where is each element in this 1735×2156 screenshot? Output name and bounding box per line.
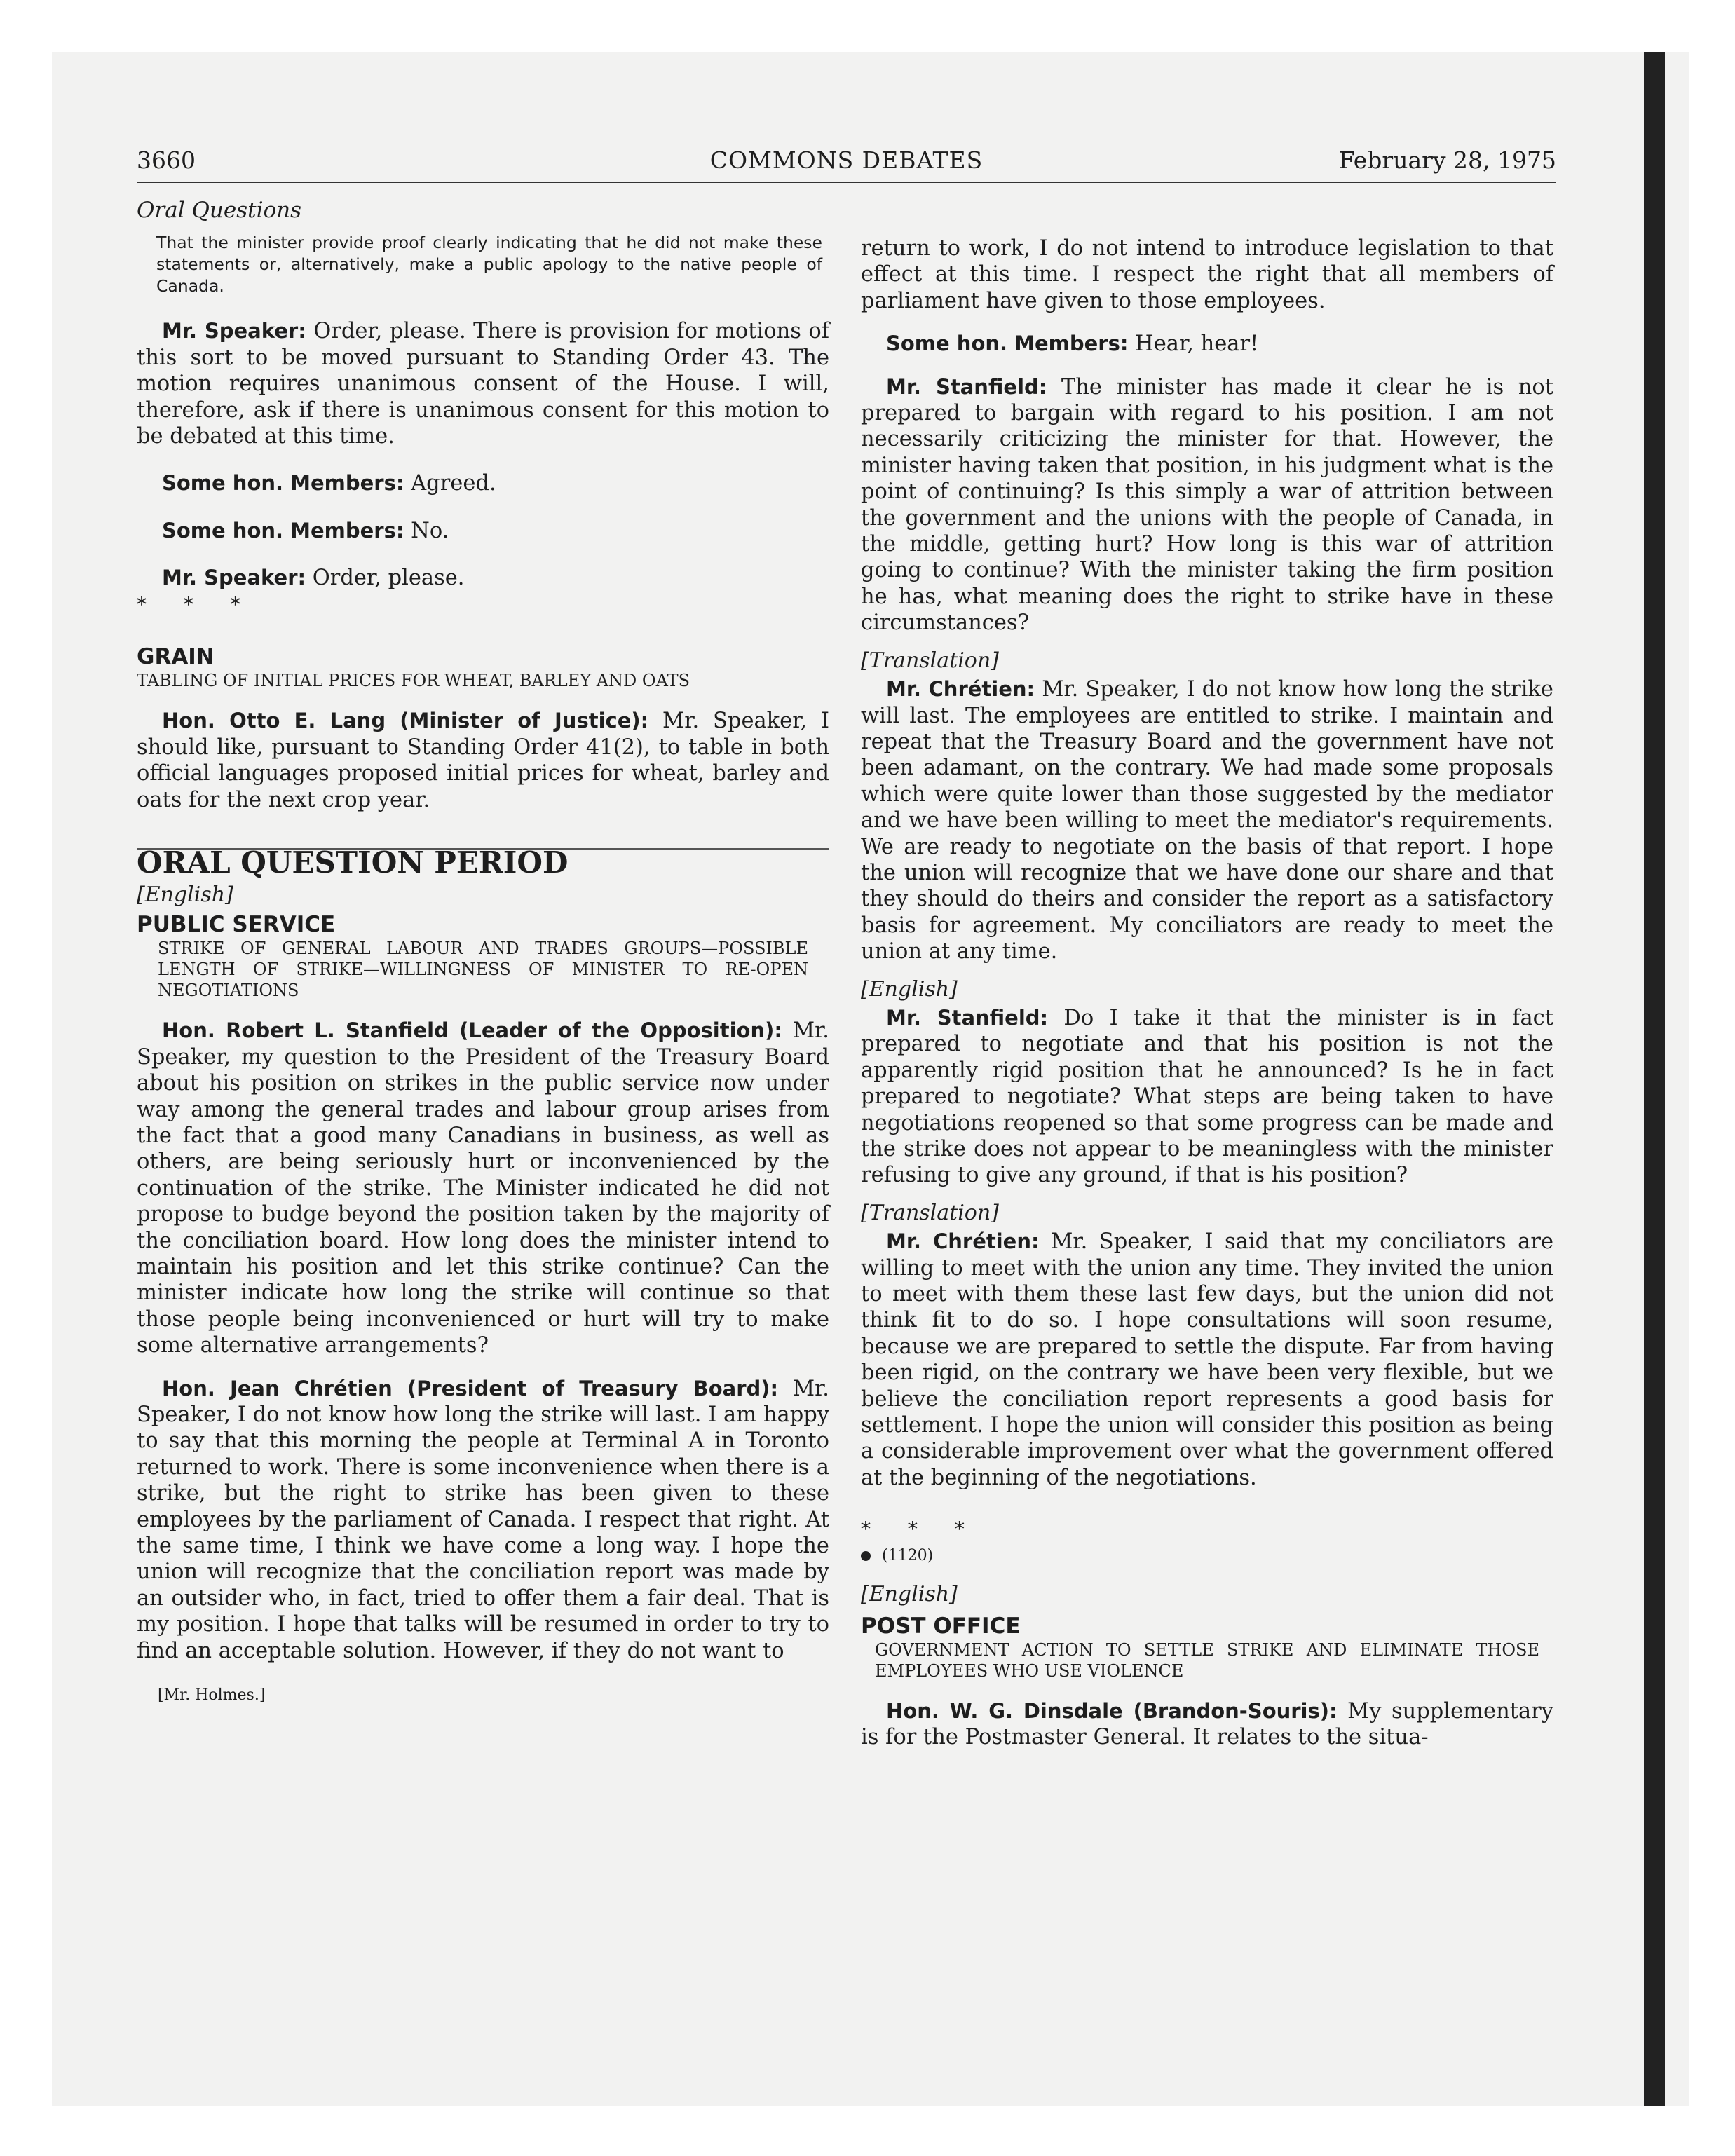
speech-text: Order, please. There is provision for motions of this sort to be moved pursuant to Standing Order 43. The motion requires unanimous consent of the House. I will, therefore, ask if there is unanimous consent for this motion to be debated at this time. — [137, 319, 829, 449]
speaker-name: Mr. Chrétien: — [886, 1229, 1040, 1254]
speech-text: Agreed. — [404, 471, 496, 496]
speaker-name: Mr. Chrétien: — [886, 677, 1035, 702]
language-marker: [English] — [861, 976, 958, 1002]
time-marker: (1120) — [861, 1543, 1553, 1569]
speech-paragraph — [137, 708, 829, 813]
speech-text: No. — [404, 518, 449, 543]
right-column — [861, 236, 1553, 1751]
page-header — [137, 142, 1556, 183]
section-heading-public-service: PUBLIC SERVICE — [137, 911, 336, 937]
speech-paragraph — [861, 1229, 1553, 1491]
speech-paragraph — [861, 374, 1553, 636]
speech-text: Hear, hear! — [1128, 332, 1259, 357]
speech-paragraph — [137, 565, 829, 591]
speaker-name: Mr. Stanfield: — [886, 374, 1047, 399]
speech-paragraph — [861, 676, 1553, 964]
language-marker: [English] — [861, 1582, 958, 1607]
speech-text: Do I take it that the minister is in fact prepared to negotiate and that his position is not the apparently rigid position that he announced? Is he in fact prepared to negotiate? What steps are being taken to have negotiations reopened so that some progress can be made and the strike does not appear to be meaningless with the minister refusing to give any ground, if that is his position? — [861, 1005, 1553, 1188]
language-marker: [Translation] — [861, 648, 999, 673]
speech-paragraph — [137, 470, 829, 496]
section-heading-post-office: POST OFFICE — [861, 1613, 1021, 1639]
speech-text: My supplementary is for the Postmaster General. It relates to the situa- — [861, 1698, 1553, 1750]
speech-paragraph: return to work, I do not intend to introduce legislation to that effect at this time. I respect the right that all members of parliament have given to those employees. — [861, 236, 1553, 313]
section-subheading: TABLING OF INITIAL PRICES FOR WHEAT, BARLEY AND OATS — [137, 671, 690, 691]
speech-text: Mr. Speaker, I do not know how long the strike will last. The employees are entitled to strike. I maintain and repeat that the Treasury Board and the government have not been adamant, on the contrary. We had made some proposals which were quite lower than those suggested by the mediator and we have been willing to meet the mediator's requirements. We are ready to negotiate on the basis of that report. I hope the union will recognize that we have done our share and that they should do theirs and consider the report as a satisfactory basis for agreement. My conciliators are ready to meet the union at any time. — [861, 677, 1553, 964]
language-marker: [English] — [137, 882, 233, 907]
speaker-name: Some hon. Members: — [162, 518, 404, 543]
scan-edge-shadow — [1644, 52, 1665, 2106]
speech-text: Mr. Speaker, I do not know how long the strike will last. I am happy to say that this morning the people at Terminal A in Toronto returned to work. There is some inconvenience when there is a strike, but the right to strike has been given to these employees by the parliament of Canada. I respect that right. At the same time, I think we have come a long way. I hope the union will recognize that the conciliation report was made by an outsider who, in fact, tried to offer them a fair deal. That is my position. I hope that talks will be resumed in order to try to find an acceptable solution. However, if they do not want to — [137, 1376, 829, 1663]
section-subheading: STRIKE OF GENERAL LABOUR AND TRADES GROUPS—POSSIBLE LENGTH OF STRIKE—WILLINGNESS OF MINISTER TO RE-OPEN NEGOTIATIONS — [158, 939, 808, 1001]
page-date: February 28, 1975 — [1338, 146, 1556, 174]
motion-text: That the minister provide proof clearly indicating that he did not make these statements or, alternatively, make a public apology to the native people of Canada. — [156, 233, 822, 296]
speaker-name: Hon. Otto E. Lang (Minister of Justice): — [162, 709, 649, 733]
speaker-name: Some hon. Members: — [886, 332, 1129, 356]
section-heading-grain: GRAIN — [137, 644, 215, 670]
speech-paragraph — [861, 331, 1553, 357]
speaker-name: Hon. W. G. Dinsdale (Brandon-Souris): — [886, 1698, 1338, 1723]
language-marker: [Translation] — [861, 1200, 999, 1225]
speech-text: The minister has made it clear he is not prepared to bargain with regard to his position. I am not necessarily criticizing the minister for that. However, the minister having taken that position, in his judgment what is the point of continuing? Is this simply a war of attrition between the government and the unions with the people of Canada, in the middle, getting hurt? How long is this war of attrition going to continue? With the minister taking the firm position he has, what meaning does the right to strike have in these circumstances? — [861, 374, 1554, 636]
speaker-name: Mr. Speaker: — [162, 566, 306, 590]
speaker-name: Some hon. Members: — [162, 471, 404, 496]
left-column — [137, 198, 829, 1708]
page-number: 3660 — [137, 146, 196, 174]
speaker-name: Mr. Stanfield: — [886, 1005, 1049, 1030]
speech-paragraph — [861, 1698, 1553, 1751]
section-separator: * * * — [861, 1517, 980, 1541]
speech-paragraph — [137, 1376, 829, 1664]
speech-paragraph — [137, 518, 829, 544]
section-subheading: GOVERNMENT ACTION TO SETTLE STRIKE AND ELIMINATE THOSE EMPLOYEES WHO USE VIOLENCE — [875, 1639, 1539, 1681]
speaker-name: Hon. Jean Chrétien (President of Treasury Board): — [162, 1376, 779, 1400]
speech-paragraph — [861, 1005, 1553, 1189]
bullet-dot-icon — [861, 1551, 871, 1561]
section-separator: * * * — [137, 592, 256, 616]
publication-title: COMMONS DEBATES — [709, 146, 984, 174]
speech-text: Order, please. — [306, 566, 465, 591]
speaker-name: Mr. Speaker: — [162, 319, 306, 343]
speech-paragraph — [137, 1018, 829, 1358]
page-footnote: [Mr. Holmes.] — [158, 1686, 266, 1705]
speech-text: Mr. Speaker, I said that my conciliators are willing to meet with the union any time. They invited the union to meet with them these last few days, but the union did not think fit to do so. I hope consultations will soon resume, because we are prepared to settle the dispute. Far from having been rigid, on the contrary we have been very flexible, but we believe the conciliation report represents a good basis for settlement. I hope the union will consider this position as being a considerable improvement over what the government offered at the beginning of the negotiations. — [861, 1229, 1553, 1490]
running-head: Oral Questions — [137, 198, 302, 223]
speech-paragraph — [137, 318, 829, 449]
speech-text: Mr. Speaker, my question to the President of the Treasury Board about his position on strikes in the public service now under way among the general trades and labour group arises from the fact that a good many Canadians in business, as well as others, are being seriously hurt or inconvenienced by the continuation of the strike. The Minister indicated he did not propose to budge beyond the position taken by the majority of the conciliation board. How long does the minister intend to maintain his position and let this strike continue? Can the minister indicate how long the strike will continue so that those people being inconvenienced or hurt will try to make some alternative arrangements? — [137, 1018, 829, 1358]
oral-question-period-heading: ORAL QUESTION PERIOD — [137, 845, 569, 880]
speaker-name: Hon. Robert L. Stanfield (Leader of the Opposition): — [162, 1018, 782, 1043]
speech-text: Mr. Speaker, I should like, pursuant to Standing Order 41(2), to table in both official languages proposed initial prices for wheat, barley and oats for the next crop year. — [137, 709, 829, 812]
